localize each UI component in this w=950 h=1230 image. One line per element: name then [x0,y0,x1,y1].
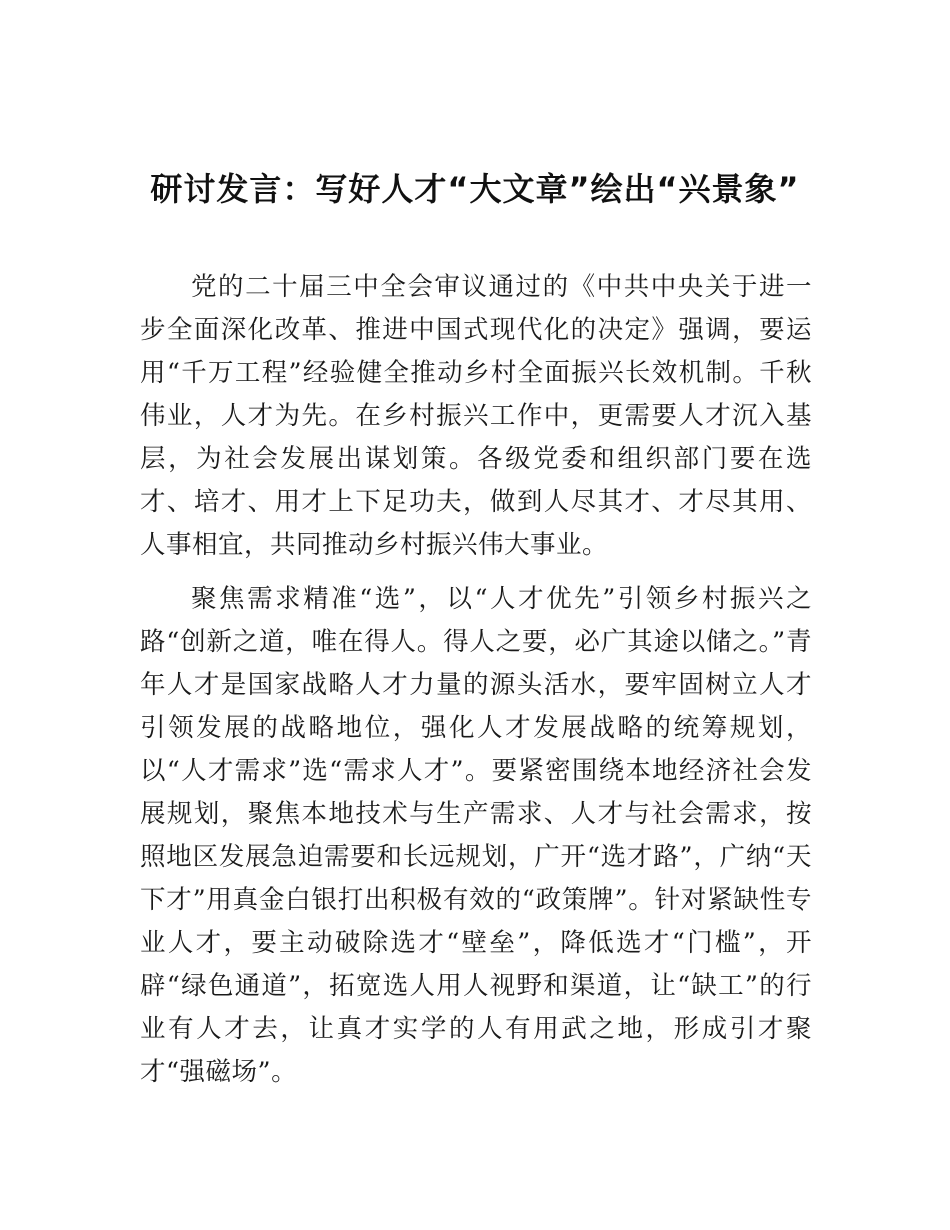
paragraph-select-talent: 聚焦需求精准“选”，以“人才优先”引领乡村振兴之路“创新之道，唯在得人。得人之要，必广其途以储之。”青年人才是国家战略人才力量的源头活水，要牢固树立人才引领发展的战略地位，强化人才发展战略的统筹规划，以“人才需求”选“需求人才”。要紧密围绕本地经济社会发展规划，聚焦本地技术与生产需求、人才与社会需求，按照地区发展急迫需要和长远规划，广开“选才路”，广纳“天下才”用真金白银打出积极有效的“政策牌”。针对紧缺性专业人才，要主动破除选才“壁垒”，降低选才“门槛”，开辟“绿色通道”，拓宽选人用人视野和渠道，让“缺工”的行业有人才去，让真才实学的人有用武之地，形成引才聚才“强磁场”。 [140,584,812,1087]
document-title: 研讨发言：写好人才“大文章”绘出“兴景象” [150,170,800,208]
paragraph-intro: 党的二十届三中全会审议通过的《中共中央关于进一步全面深化改革、推进中国式现代化的决定》强调，要运用“千万工程”经验健全推动乡村全面振兴长效机制。千秋伟业，人才为先。在乡村振兴工作中，更需要人才沉入基层，为社会发展出谋划策。各级党委和组织部门要在选才、培才、用才上下足功夫，做到人尽其才、才尽其用、人事相宜，共同推动乡村振兴伟大事业。 [140,272,812,560]
